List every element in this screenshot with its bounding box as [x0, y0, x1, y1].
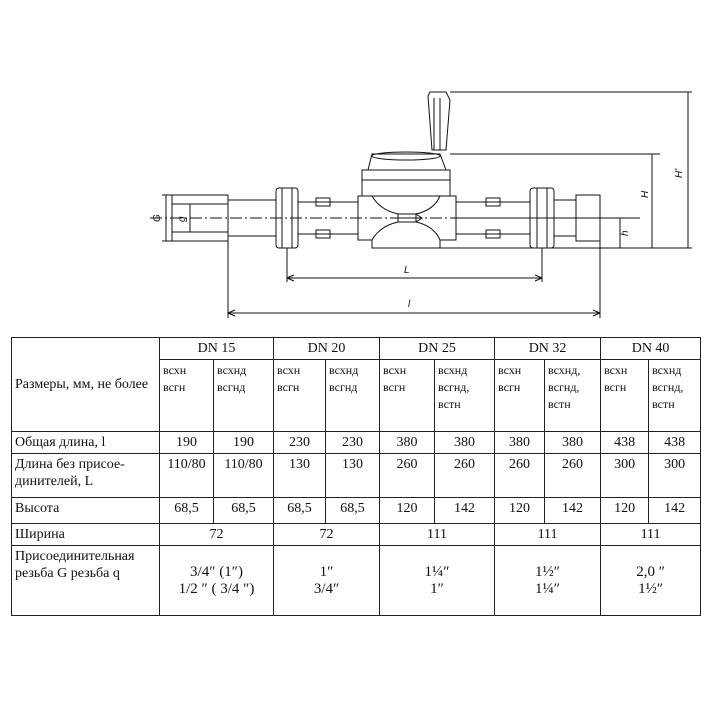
row-label-height: Высота	[12, 498, 160, 524]
subheader-cell: всхн всгн	[380, 360, 435, 432]
table-cell: 142	[649, 498, 701, 524]
table-cell: 1″ 3/4″	[274, 546, 380, 616]
table-cell: 142	[435, 498, 495, 524]
table-row-thread	[12, 546, 701, 616]
table-cell: 2,0 ″ 1½″	[601, 546, 701, 616]
table-cell: 111	[601, 524, 701, 546]
table-cell: 230	[274, 432, 326, 454]
row-label-width: Ширина	[12, 524, 160, 546]
subheader-cell: всхнд, всгнд, встн	[545, 360, 601, 432]
meter-body-curve	[372, 222, 440, 240]
table-cell: 111	[380, 524, 495, 546]
table-cell: 110/80	[214, 454, 274, 498]
table-cell: 110/80	[160, 454, 214, 498]
table-cell: 120	[601, 498, 649, 524]
table-cell: 120	[380, 498, 435, 524]
table-cell: 380	[495, 432, 545, 454]
table-cell: 190	[214, 432, 274, 454]
meter-drawing-svg	[0, 0, 704, 330]
table-cell: 260	[545, 454, 601, 498]
subheader-cell: всхн всгн	[495, 360, 545, 432]
table-cell: 72	[160, 524, 274, 546]
table-cell: 130	[274, 454, 326, 498]
table-cell: 230	[326, 432, 380, 454]
dim-label-G: G	[152, 214, 163, 222]
meter-head	[362, 170, 450, 196]
subheader-cell: всхнд всгнд, встн	[435, 360, 495, 432]
dim-label-L: L	[404, 265, 410, 276]
subheader-cell: всхн всгн	[160, 360, 214, 432]
dim-label-H: H	[640, 190, 651, 198]
table-cell: 111	[495, 524, 601, 546]
dim-label-H-prime: H'	[674, 168, 685, 178]
row-label-total-length: Общая длина, l	[12, 432, 160, 454]
row-label-length-no-conn: Длина без присое-динителей, L	[12, 454, 160, 498]
table-cell: 300	[601, 454, 649, 498]
meter-lid	[428, 92, 450, 150]
table-cell: 1¼″ 1″	[380, 546, 495, 616]
header-dn15: DN 15	[160, 338, 274, 360]
row-label-thread: Присоединительная резьба G резьба q	[12, 546, 160, 616]
table-cell: 68,5	[326, 498, 380, 524]
table-cell: 438	[649, 432, 701, 454]
flow-arrow-icon	[390, 214, 422, 222]
table-cell: 130	[326, 454, 380, 498]
table-cell: 1½″ 1¼″	[495, 546, 601, 616]
subheader-cell: всхнд всгнд	[326, 360, 380, 432]
table-row-header	[12, 338, 701, 360]
header-dn40: DN 40	[601, 338, 701, 360]
header-dn20: DN 20	[274, 338, 380, 360]
table-cell: 190	[160, 432, 214, 454]
table-cell: 380	[545, 432, 601, 454]
table-cell: 380	[380, 432, 435, 454]
table-cell: 300	[649, 454, 701, 498]
table-cell: 120	[495, 498, 545, 524]
subheader-cell: всхн всгн	[274, 360, 326, 432]
table-cell: 68,5	[160, 498, 214, 524]
table-row-total-length	[12, 432, 701, 454]
header-dn25: DN 25	[380, 338, 495, 360]
meter-dial-housing	[368, 154, 446, 170]
table-row-length-no-conn	[12, 454, 701, 498]
meter-dial-glass	[372, 152, 440, 160]
subheader-cell: всхнд всгнд	[214, 360, 274, 432]
table-cell: 68,5	[274, 498, 326, 524]
row-label-sizes: Размеры, мм, не более	[12, 338, 160, 432]
table-cell: 260	[435, 454, 495, 498]
dimension-spec-table	[11, 337, 701, 616]
table-cell: 260	[495, 454, 545, 498]
table-cell: 68,5	[214, 498, 274, 524]
table-cell: 3/4″ (1″) 1/2 ″ ( 3/4 ″)	[160, 546, 274, 616]
table-cell: 380	[435, 432, 495, 454]
table-cell: 142	[545, 498, 601, 524]
meter-body-curve	[372, 196, 440, 214]
dim-label-h: h	[620, 230, 631, 236]
table-row-width	[12, 524, 701, 546]
table-cell: 438	[601, 432, 649, 454]
subheader-cell: всхн всгн	[601, 360, 649, 432]
subheader-cell: всхнд всгнд, встн	[649, 360, 701, 432]
table-cell: 260	[380, 454, 435, 498]
table-cell: 72	[274, 524, 380, 546]
table-row-height	[12, 498, 701, 524]
dim-label-l: l	[408, 299, 411, 310]
header-dn32: DN 32	[495, 338, 601, 360]
dim-label-g: g	[177, 216, 188, 222]
meter-dimension-drawing	[0, 0, 704, 330]
